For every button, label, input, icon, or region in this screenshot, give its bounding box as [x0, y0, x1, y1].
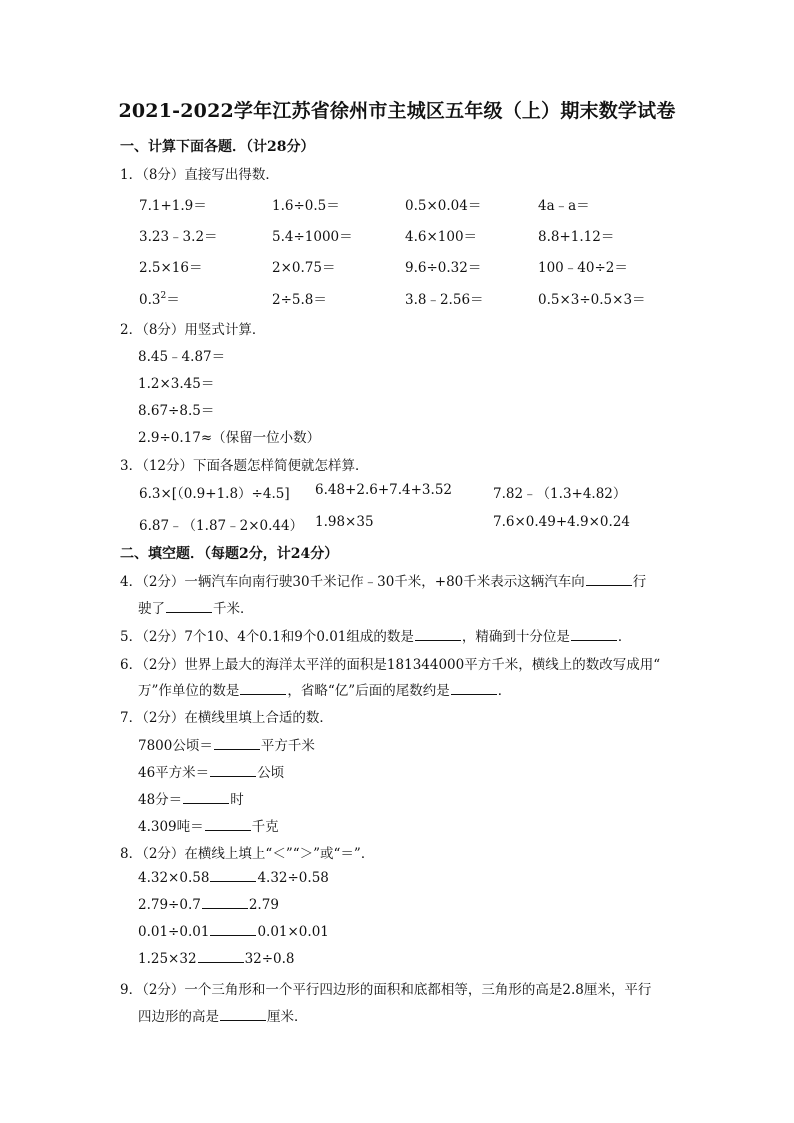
page-title: 2021-2022学年江苏省徐州市主城区五年级（上）期末数学试卷 — [118, 100, 676, 122]
answer-blank[interactable] — [214, 748, 260, 750]
q1-item: 0.5×0.04＝ — [405, 198, 482, 214]
q6-text: ． — [497, 683, 512, 699]
q6-text: 6．（2分）世界上最大的海洋太平洋的面积是181344000平方千米，横线上的数改写成用“ — [120, 657, 661, 673]
q4-text: 驶了 — [138, 601, 165, 617]
q1-item: 5.4÷1000＝ — [272, 229, 353, 245]
q3-item: 7.82﹣（1.3+4.82） — [493, 486, 627, 502]
compare-blank[interactable] — [210, 880, 256, 882]
q1-row-1 — [139, 194, 699, 214]
q8-item-left: 0.01÷0.01 — [138, 924, 210, 940]
q1-item: 100﹣40÷2＝ — [538, 260, 628, 276]
q3-item: 6.48+2.6+7.4+3.52 — [315, 482, 452, 498]
question-1-heading: 1．（8分）直接写出得数． — [120, 167, 279, 183]
q3-row-2 — [139, 514, 699, 534]
q3-item: 7.6×0.49+4.9×0.24 — [493, 514, 630, 530]
q9-text: 9．（2分）一个三角形和一个平行四边形的面积和底都相等，三角形的高是2.8厘米，平行 — [120, 982, 652, 998]
q8-item-left: 2.79÷0.7 — [138, 897, 201, 913]
q8-item — [138, 897, 279, 913]
q8-item-right: 4.32÷0.58 — [257, 870, 329, 886]
q1-row-3 — [139, 256, 699, 276]
q7-item-unit: 时 — [230, 792, 244, 808]
section-heading-2: 二、填空题．（每题2分，计24分） — [120, 546, 339, 562]
answer-blank[interactable] — [205, 829, 251, 831]
question-4-line-2 — [138, 597, 254, 617]
q8-item-right: 0.01×0.01 — [257, 924, 329, 940]
q6-text: 万”作单位的数是 — [138, 683, 240, 699]
q7-item-left: 4.309吨＝ — [138, 819, 204, 835]
section-heading-1: 一、计算下面各题．（计28分） — [120, 139, 315, 155]
q8-item-left: 4.32×0.58 — [138, 870, 210, 886]
question-4-line-1 — [120, 570, 646, 590]
answer-blank[interactable] — [220, 1019, 266, 1021]
q1-row-4 — [139, 288, 699, 308]
answer-blank[interactable] — [571, 639, 617, 641]
answer-blank[interactable] — [586, 584, 632, 586]
question-5 — [120, 625, 631, 645]
q7-item — [138, 815, 279, 835]
compare-blank[interactable] — [202, 907, 248, 909]
q2-item: 8.45﹣4.87＝ — [138, 349, 226, 365]
q9-text: 四边形的高是 — [138, 1009, 219, 1025]
q3-item: 6.87﹣（1.87﹣2×0.44） — [139, 518, 304, 534]
q1-item: 7.1+1.9＝ — [139, 198, 207, 214]
q4-text: 千米． — [213, 601, 254, 617]
q1-item: 9.6÷0.32＝ — [405, 260, 482, 276]
q5-text: 5．（2分）7个10、4个0.1和9个0.01组成的数是 — [120, 629, 414, 645]
answer-blank[interactable] — [415, 639, 461, 641]
q5-text: ，精确到十分位是 — [461, 629, 570, 645]
q2-item: 8.67÷8.5＝ — [138, 403, 215, 419]
power-equals: ＝ — [166, 292, 180, 308]
compare-blank[interactable] — [210, 934, 256, 936]
q7-item — [138, 734, 315, 754]
power-exponent: 2 — [160, 291, 167, 301]
q1-item: 2.5×16＝ — [139, 260, 203, 276]
q4-text: 行 — [632, 574, 647, 590]
question-3-heading: 3．（12分）下面各题怎样简便就怎样算． — [120, 458, 369, 474]
compare-blank[interactable] — [198, 961, 244, 963]
q2-item: 1.2×3.45＝ — [138, 376, 215, 392]
q4-text: 4．（2分）一辆汽车向南行驶30千米记作﹣30千米，+80千米表示这辆汽车向 — [120, 574, 585, 590]
answer-blank[interactable] — [240, 693, 286, 695]
question-9-line-1 — [120, 978, 651, 998]
q7-item — [138, 788, 244, 808]
q3-item: 6.3×[（0.9+1.8）÷4.5] — [139, 486, 290, 502]
q8-item-right: 2.79 — [248, 897, 279, 913]
q8-item-right: 32÷0.8 — [244, 951, 295, 967]
q1-item: 2÷5.8＝ — [272, 292, 327, 308]
q1-item-power — [139, 288, 180, 308]
answer-blank[interactable] — [183, 802, 229, 804]
question-8-heading: 8．（2分）在横线上填上“＜”“＞”或“＝”． — [120, 846, 375, 862]
q7-item-left: 46平方米＝ — [138, 765, 210, 781]
power-base: 0.3 — [139, 292, 161, 308]
q7-item — [138, 761, 284, 781]
q1-item: 3.23﹣3.2＝ — [139, 229, 218, 245]
q7-item-left: 7800公顷＝ — [138, 738, 213, 754]
question-6-line-1 — [120, 653, 660, 673]
q1-row-2 — [139, 225, 699, 245]
q1-item: 0.5×3÷0.5×3＝ — [538, 292, 646, 308]
q3-item: 1.98×35 — [315, 514, 374, 530]
q1-item: 4.6×100＝ — [405, 229, 478, 245]
q9-text: 厘米． — [267, 1009, 308, 1025]
question-9-line-2 — [138, 1005, 308, 1025]
q1-item: 3.8﹣2.56＝ — [405, 292, 484, 308]
q5-text: ． — [617, 629, 632, 645]
q1-item: 4a﹣a＝ — [538, 198, 590, 214]
q7-item-unit: 平方千米 — [260, 738, 315, 754]
q8-item — [138, 924, 329, 940]
q6-text: ，省略“亿”后面的尾数约是 — [287, 683, 450, 699]
q8-item — [138, 870, 329, 886]
q2-item: 2.9÷0.17≈（保留一位小数） — [138, 430, 321, 446]
q7-item-unit: 千克 — [251, 819, 279, 835]
q7-item-left: 48分＝ — [138, 792, 183, 808]
q7-item-unit: 公顷 — [257, 765, 285, 781]
q3-row-1 — [139, 482, 699, 502]
q1-item: 8.8+1.12＝ — [538, 229, 615, 245]
question-7-heading: 7．（2分）在横线里填上合适的数． — [120, 710, 333, 726]
q1-item: 2×0.75＝ — [272, 260, 336, 276]
question-2-heading: 2．（8分）用竖式计算． — [120, 322, 266, 338]
q1-item: 1.6÷0.5＝ — [272, 198, 340, 214]
answer-blank[interactable] — [210, 775, 256, 777]
answer-blank[interactable] — [451, 693, 497, 695]
q8-item-left: 1.25×32 — [138, 951, 197, 967]
q8-item — [138, 951, 295, 967]
answer-blank[interactable] — [166, 611, 212, 613]
question-6-line-2 — [138, 679, 511, 699]
